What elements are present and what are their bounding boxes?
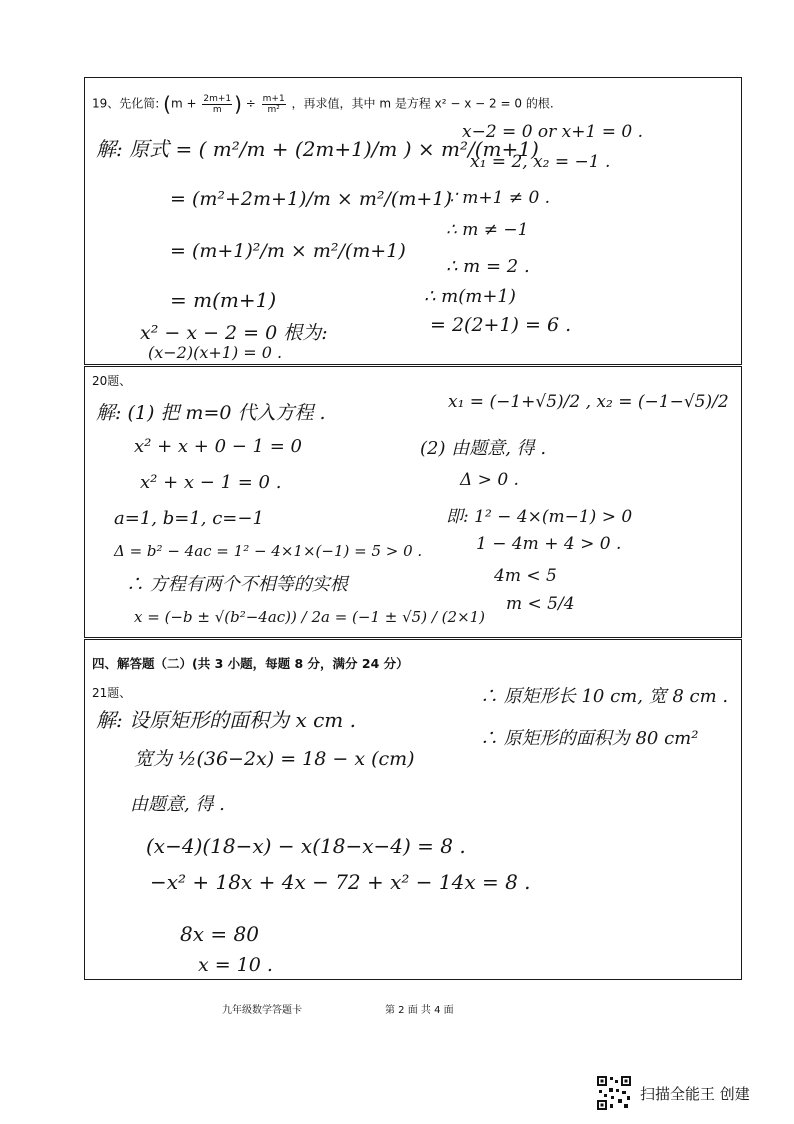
qr-code-icon <box>596 1075 632 1111</box>
q20-work-line-6: ∴ 方程有两个不相等的实根 <box>126 574 348 595</box>
q20-right-line-5: 1 − 4m + 4 > 0 . <box>476 534 622 554</box>
q21-work-line-6: 8x = 80 <box>180 922 259 946</box>
q20-work-line-1: 解: (1) 把 m=0 代入方程 . <box>96 402 326 424</box>
q20-right-line-4: 即: 1² − 4×(m−1) > 0 <box>446 507 633 527</box>
question-20-title: 20题、 <box>92 374 132 388</box>
q19-frac1 <box>202 94 232 115</box>
q19-frac2 <box>262 94 286 115</box>
q20-work-line-4: a=1, b=1, c=−1 <box>114 508 264 529</box>
q21-work-line-1: 解: 设原矩形的面积为 x cm . <box>96 708 356 732</box>
question-19-prompt <box>92 92 554 116</box>
section-4-heading: 四、解答题（二）(共 3 小题，每题 8 分，满分 24 分） <box>92 656 409 671</box>
q20-right-line-7: m < 5/4 <box>506 594 575 614</box>
q21-right-line-1: ∴ 原矩形长 10 cm, 宽 8 cm . <box>480 686 729 707</box>
q19-divide: ÷ <box>245 96 256 111</box>
q19-work-line-6: (x−2)(x+1) = 0 . <box>148 343 283 362</box>
q19-right-line-2: x₁ = 2, x₂ = −1 . <box>470 152 611 172</box>
q20-right-line-2: (2) 由题意, 得 . <box>420 438 547 459</box>
q21-right-line-2: ∴ 原矩形的面积为 80 cm² <box>480 728 699 749</box>
q20-right-line-1: x₁ = (−1+√5)/2 , x₂ = (−1−√5)/2 <box>448 392 729 412</box>
q19-right-line-7: = 2(2+1) = 6 . <box>430 314 572 336</box>
q19-work-line-4: = m(m+1) <box>170 288 277 312</box>
footer-left: 九年级数学答题卡 <box>222 1005 302 1016</box>
q20-work-line-5: Δ = b² − 4ac = 1² − 4×1×(−1) = 5 > 0 . <box>114 542 423 560</box>
q20-work-line-2: x² + x + 0 − 1 = 0 <box>134 436 302 457</box>
q19-work-line-2: = (m²+2m+1)/m × m²/(m+1) <box>170 188 452 210</box>
q20-work-line-3: x² + x − 1 = 0 . <box>140 472 282 493</box>
q19-frac1-num: 2m+1 <box>203 93 232 104</box>
left-paren: ( <box>163 92 171 116</box>
q19-term-m: m + <box>170 96 197 111</box>
right-paren: ) <box>234 92 242 116</box>
q19-right-line-3: ∵ m+1 ≠ 0 . <box>446 188 551 208</box>
q21-work-line-2: 宽为 ½(36−2x) = 18 − x (cm) <box>134 748 415 770</box>
q19-work-line-3: = (m+1)²/m × m²/(m+1) <box>170 240 406 262</box>
q19-frac2-den: m² <box>267 104 280 115</box>
q19-right-line-6: ∴ m(m+1) <box>424 286 516 307</box>
q21-work-line-3: 由题意, 得 . <box>130 794 225 815</box>
q19-work-line-5: x² − x − 2 = 0 根为: <box>140 322 328 344</box>
q20-right-line-6: 4m < 5 <box>494 566 557 586</box>
q19-suffix: ，再求值，其中 m 是方程 x² − x − 2 = 0 的根. <box>291 96 554 111</box>
q19-frac1-den: m <box>212 104 222 115</box>
footer-right: 第 2 面 共 4 面 <box>385 1005 454 1016</box>
q19-work-line-1: 解: 原式 = ( m²/m + (2m+1)/m ) × m²/(m+1) <box>96 137 539 161</box>
q20-right-line-3: Δ > 0 . <box>460 470 519 490</box>
q21-work-line-5: −x² + 18x + 4x − 72 + x² − 14x = 8 . <box>150 870 531 894</box>
q20-work-line-7: x = (−b ± √(b²−4ac)) / 2a = (−1 ± √5) / (2×1) <box>134 608 486 626</box>
q21-work-line-7: x = 10 . <box>198 954 273 976</box>
scanner-brand: 扫描全能王 创建 <box>640 1085 750 1103</box>
q19-right-line-4: ∴ m ≠ −1 <box>446 220 529 240</box>
q19-right-line-1: x−2 = 0 or x+1 = 0 . <box>462 122 644 142</box>
q19-prefix: 19、先化简: <box>92 96 160 111</box>
question-21-title: 21题、 <box>92 686 132 700</box>
q19-frac2-num: m+1 <box>262 93 285 104</box>
q21-work-line-4: (x−4)(18−x) − x(18−x−4) = 8 . <box>146 834 466 858</box>
q19-right-line-5: ∴ m = 2 . <box>446 256 530 277</box>
